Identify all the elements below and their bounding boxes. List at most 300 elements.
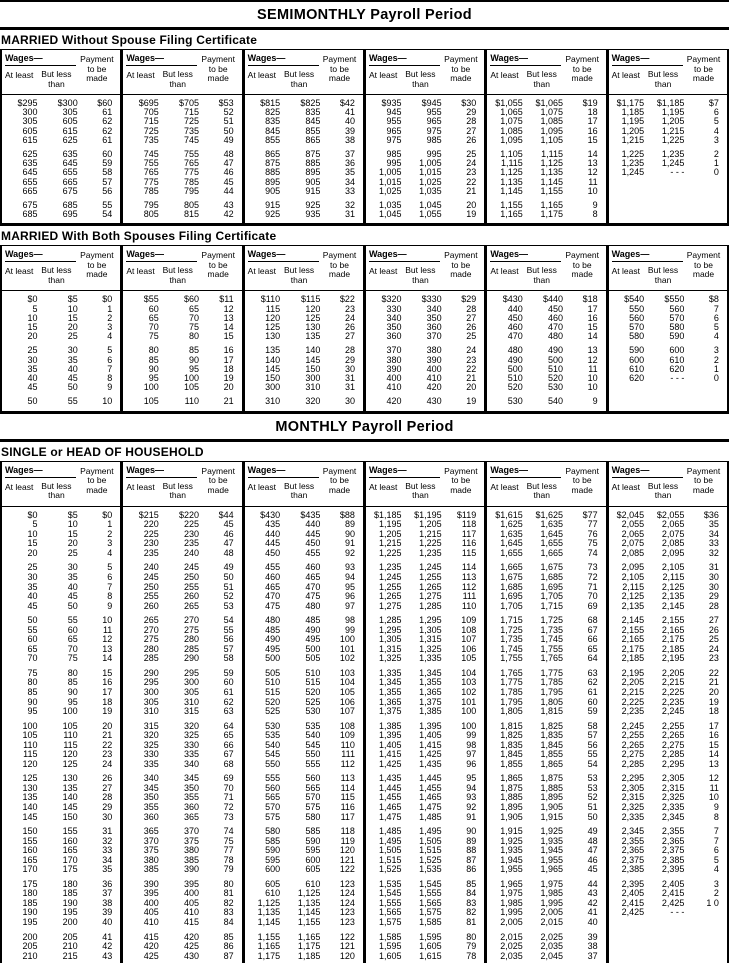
- but-less-than-value: $825: [300, 98, 321, 108]
- at-least-value: 150: [265, 373, 281, 384]
- payment-value: 116: [340, 801, 355, 812]
- but-less-than-value: 280: [184, 634, 200, 645]
- but-less-than-value: 30: [67, 345, 78, 356]
- but-less-than-value: 2,025: [540, 931, 564, 942]
- at-least-value: 2,115: [622, 581, 645, 592]
- row-group: [487, 201, 605, 219]
- but-less-than-value: 25: [67, 547, 78, 558]
- at-least-value: 1,015: [378, 176, 402, 187]
- table-row: [2, 187, 120, 196]
- payment-header-line: Payment: [201, 250, 235, 261]
- but-less-than-value: 685: [62, 200, 78, 211]
- at-least-value: 390: [143, 878, 159, 889]
- payment-value: 61: [223, 686, 234, 697]
- payment-value: 74: [587, 547, 598, 558]
- table-row: [123, 210, 241, 219]
- at-least-header: At least: [247, 481, 277, 492]
- row-group: [123, 722, 241, 770]
- at-least-value: 50: [27, 396, 38, 407]
- table-row: [123, 332, 241, 341]
- but-less-line: than: [290, 274, 308, 285]
- at-least-value: 200: [22, 931, 38, 942]
- but-less-than-value: 130: [305, 322, 321, 333]
- payment-value: 53: [223, 600, 234, 611]
- payment-value: 82: [466, 907, 477, 918]
- payment-value: 15: [223, 331, 234, 342]
- at-least-header: At least: [490, 266, 519, 277]
- payment-value: 60: [102, 149, 113, 160]
- at-least-value: 375: [143, 845, 159, 856]
- at-least-value: 625: [22, 149, 38, 160]
- wages-label: Wages—: [369, 249, 440, 262]
- payment-value: 20: [466, 382, 477, 393]
- payment-value: 54: [587, 758, 598, 769]
- but-less-than-value: 2,285: [661, 749, 685, 760]
- but-less-than-value: 2,365: [661, 835, 685, 846]
- but-less-than-value: 15: [67, 312, 78, 323]
- rows-area: [245, 95, 363, 223]
- wages-label: Wages—: [126, 249, 197, 262]
- payment-value: 60: [223, 677, 234, 688]
- at-least-value: 1,505: [378, 845, 402, 856]
- at-least-value: 1,025: [378, 185, 402, 196]
- table-row: [487, 865, 605, 875]
- but-less-than-value: 1,985: [540, 888, 564, 899]
- table-column: [487, 462, 608, 963]
- payment-value: 37: [344, 149, 355, 160]
- rows-area: [487, 507, 605, 963]
- at-least-value: $0: [27, 294, 38, 305]
- but-less-than-value: 455: [305, 547, 321, 558]
- row-group: [245, 669, 363, 717]
- payment-to-be-made-header: [438, 55, 483, 84]
- but-less-line: But less: [283, 69, 315, 79]
- table-row: [123, 654, 241, 664]
- payment-to-be-made-header: [74, 467, 119, 496]
- but-less-than-value: 985: [426, 134, 442, 145]
- but-less-than-value: 560: [669, 303, 685, 314]
- payment-value: 20: [708, 686, 719, 697]
- but-less-than-value: 45: [67, 373, 78, 384]
- but-less-than-value: 2,195: [661, 653, 685, 664]
- at-least-value: 125: [265, 322, 281, 333]
- at-least-value: 400: [386, 373, 402, 384]
- table-column: [487, 50, 608, 223]
- at-least-header: At least: [126, 70, 155, 80]
- but-less-than-value: 615: [62, 125, 78, 136]
- but-less-than-value: 35: [67, 354, 78, 365]
- at-least-value: 2,305: [621, 782, 645, 793]
- but-less-than-value: 1,615: [419, 950, 442, 961]
- at-least-value: 965: [386, 125, 402, 136]
- but-less-than-value: $300: [57, 98, 78, 108]
- payment-value: 124: [339, 897, 355, 908]
- payment-value: 66: [223, 739, 234, 750]
- payment-value: 4: [107, 547, 113, 558]
- payment-value: 15: [587, 322, 598, 333]
- at-least-value: 10: [27, 312, 38, 323]
- payment-value: 31: [344, 373, 355, 384]
- payment-value: 7: [713, 835, 719, 846]
- row-group: [123, 827, 241, 875]
- row-group: [366, 150, 484, 196]
- at-least-value: 245: [143, 571, 159, 582]
- at-least-value: 165: [22, 854, 38, 865]
- payment-value: 22: [466, 363, 477, 374]
- but-less-than-value: 120: [62, 749, 78, 760]
- but-less-than-value: 430: [184, 950, 200, 961]
- payment-value: 37: [102, 888, 113, 899]
- at-least-value: 190: [22, 907, 38, 918]
- at-least-value: 1,965: [500, 878, 523, 889]
- married-both-spouses-table: [0, 245, 729, 413]
- payment-value: 58: [223, 653, 234, 664]
- but-less-than-value: 350: [426, 312, 442, 323]
- but-less-than-value: 340: [426, 303, 442, 314]
- column-header: [609, 50, 727, 95]
- but-less-than-value: 605: [305, 864, 321, 875]
- at-least-value: 50: [27, 615, 38, 626]
- but-less-than-value: 390: [184, 864, 200, 875]
- table-row: [245, 383, 363, 392]
- at-least-value: 1,595: [378, 941, 402, 952]
- at-least-value: 500: [507, 363, 523, 374]
- wages-label: Wages—: [490, 465, 561, 478]
- at-least-value: 420: [143, 941, 159, 952]
- but-less-than-value: 935: [305, 209, 321, 220]
- at-least-value: 300: [22, 107, 38, 118]
- at-least-value: 550: [629, 303, 645, 314]
- payment-header-line: made: [86, 484, 108, 495]
- at-least-value: $55: [143, 294, 159, 305]
- but-less-line: than: [654, 78, 672, 89]
- payment-value: 25: [466, 149, 477, 160]
- payment-value: 12: [223, 303, 234, 314]
- but-less-than-value: 160: [62, 835, 78, 846]
- at-least-value: 285: [143, 653, 159, 664]
- but-less-than-value: 1,955: [540, 854, 564, 865]
- but-less-than-header: [39, 482, 74, 501]
- at-least-value: $815: [260, 98, 281, 108]
- but-less-than-value: 600: [669, 345, 685, 356]
- at-least-value: 1,165: [500, 209, 523, 220]
- at-least-value: $1,615: [495, 509, 523, 520]
- payment-value: 32: [102, 835, 113, 846]
- payment-value: 99: [344, 624, 355, 635]
- row-group: [487, 827, 605, 875]
- column-header: [609, 462, 727, 507]
- at-least-value: 1,535: [378, 878, 402, 889]
- but-less-than-value: 535: [305, 720, 321, 731]
- but-less-than-value: 195: [62, 907, 78, 918]
- but-less-than-value: 1,105: [540, 134, 564, 145]
- but-less-line: But less: [405, 265, 436, 276]
- but-less-than-value: 255: [184, 581, 200, 592]
- payment-value: 117: [340, 811, 355, 822]
- table-row: [2, 295, 120, 304]
- payment-value: 66: [587, 634, 598, 645]
- payment-value: 105: [461, 653, 477, 664]
- but-less-than-value: 1,055: [419, 209, 442, 220]
- but-less-than-header: [645, 482, 680, 501]
- payment-value: 98: [344, 615, 355, 626]
- payment-header-line: Payment: [444, 54, 478, 64]
- but-less-than-value: 1,305: [419, 624, 442, 635]
- at-least-value: 610: [265, 888, 281, 899]
- but-less-than-value: 265: [184, 600, 200, 611]
- table-row: [2, 511, 120, 521]
- but-less-than-header: [281, 482, 316, 501]
- at-least-value: 535: [265, 730, 281, 741]
- but-less-than-value: 80: [189, 331, 200, 342]
- but-less-than-value: 815: [184, 209, 200, 220]
- single-head-of-household-table: [0, 461, 729, 963]
- at-least-value: 30: [27, 354, 38, 365]
- payment-value: 24: [344, 312, 355, 323]
- row-group: [609, 774, 727, 822]
- table-row: [366, 383, 484, 392]
- rows-area: [123, 507, 241, 963]
- but-less-than-value: 40: [67, 363, 78, 374]
- at-least-value: 300: [143, 686, 159, 697]
- payment-value: 41: [344, 107, 355, 118]
- at-least-value: 1,335: [378, 667, 402, 678]
- but-less-than-value: 480: [305, 600, 321, 611]
- payment-value: 90: [466, 826, 477, 837]
- but-less-than-value: 845: [305, 116, 321, 127]
- payment-value: 15: [587, 134, 598, 145]
- wages-label: Wages—: [490, 53, 561, 66]
- wages-label: Wages—: [248, 53, 319, 66]
- at-least-value: 85: [27, 686, 38, 697]
- payment-value: 40: [102, 917, 113, 927]
- row-group: [366, 295, 484, 341]
- table-column: [609, 462, 727, 963]
- table-row: [2, 563, 120, 573]
- payment-header-line: to be: [694, 259, 713, 270]
- at-least-value: 785: [143, 185, 159, 196]
- payment-value: 115: [461, 547, 477, 558]
- but-less-than-value: 665: [62, 176, 78, 187]
- payment-value: 119: [340, 835, 355, 846]
- but-less-than-header: [160, 482, 195, 501]
- but-less-than-value: 575: [305, 801, 321, 812]
- but-less-than-value: 405: [184, 897, 200, 908]
- payment-value: 109: [461, 615, 477, 626]
- payment-value: 38: [344, 134, 355, 145]
- at-least-value: 15: [27, 322, 38, 333]
- payment-value: 97: [344, 600, 355, 611]
- but-less-than-value: 895: [305, 167, 321, 178]
- but-less-than-header: [524, 266, 559, 285]
- but-less-than-value: 245: [184, 562, 200, 573]
- payment-value: 79: [223, 864, 234, 875]
- table-row: [487, 602, 605, 612]
- payment-value: 100: [339, 634, 355, 645]
- but-less-than-value: 150: [305, 363, 321, 374]
- row-group: [366, 722, 484, 770]
- but-less-than-value: 1,785: [540, 677, 564, 688]
- payment-value: 13: [587, 158, 598, 169]
- but-less-than-value: 885: [305, 158, 321, 169]
- wages-label: Wages—: [612, 249, 683, 262]
- row-group: [245, 880, 363, 928]
- payment-value: 59: [102, 158, 113, 169]
- payment-value: $88: [339, 509, 355, 520]
- payment-value: 7: [107, 363, 113, 374]
- at-least-value: 2,025: [500, 941, 523, 952]
- row-group: [487, 346, 605, 392]
- payment-value: 9: [107, 382, 113, 393]
- but-less-than-value: 2,255: [661, 720, 685, 731]
- but-less-than-value: 1,655: [540, 538, 564, 549]
- payment-value: 93: [344, 562, 355, 573]
- but-less-than-value: 420: [426, 382, 442, 393]
- but-less-than-value: 180: [62, 878, 78, 889]
- payment-value: 3: [713, 345, 719, 356]
- payment-value: 48: [223, 547, 234, 558]
- at-least-value: 1,455: [378, 792, 402, 803]
- but-less-line: But less: [41, 265, 72, 276]
- table-row: [123, 187, 241, 196]
- but-less-than-value: 400: [184, 888, 200, 899]
- at-least-value: 1,465: [378, 801, 402, 812]
- but-less-than-value: 1,205: [419, 519, 442, 530]
- at-least-value: 400: [143, 897, 159, 908]
- row-group: [487, 99, 605, 145]
- rows-area: [2, 95, 120, 223]
- payment-header-line: Payment: [80, 250, 114, 261]
- but-less-than-value: 165: [62, 845, 78, 856]
- row-group: [366, 933, 484, 962]
- at-least-value: 1,205: [378, 528, 402, 539]
- payment-value: 8: [107, 591, 113, 602]
- table-row: [609, 346, 727, 355]
- payment-value: $0: [102, 294, 113, 305]
- at-least-value: 2,265: [621, 739, 645, 750]
- but-less-than-value: 585: [305, 826, 321, 837]
- table-row: [366, 760, 484, 770]
- but-less-than-value: 745: [184, 134, 200, 145]
- at-least-value: $540: [624, 294, 645, 305]
- at-least-value: 1,495: [378, 835, 402, 846]
- semimonthly-period-title: SEMIMONTHLY Payroll Period: [257, 7, 472, 23]
- payment-value: 23: [344, 303, 355, 314]
- but-less-than-value: 2,225: [661, 686, 685, 697]
- at-least-value: 605: [22, 125, 38, 136]
- at-least-value: 1,735: [500, 634, 523, 645]
- row-group: [245, 397, 363, 406]
- table-row: [609, 602, 727, 612]
- payment-value: 95: [344, 581, 355, 592]
- at-least-value: 390: [386, 363, 402, 374]
- payment-value: 75: [223, 835, 234, 846]
- but-less-than-value: 520: [547, 373, 564, 384]
- at-least-value: 100: [143, 382, 159, 393]
- but-less-than-value: 130: [62, 773, 78, 784]
- but-less-than-value: 360: [426, 322, 442, 333]
- at-least-header: At least: [247, 266, 277, 277]
- but-less-than-header: [403, 482, 438, 501]
- payment-value: 17: [223, 354, 234, 365]
- payment-value: 38: [587, 941, 598, 952]
- payment-to-be-made-header: [196, 467, 241, 496]
- but-less-than-value: 150: [62, 811, 78, 822]
- at-least-value: 2,155: [621, 624, 645, 635]
- at-least-header: At least: [126, 481, 155, 492]
- table-row: [245, 760, 363, 770]
- but-less-than-value: 105: [62, 720, 78, 731]
- but-less-than-header: [39, 70, 74, 89]
- but-less-line: than: [412, 274, 429, 285]
- payment-value: 122: [339, 864, 355, 875]
- row-group: [123, 150, 241, 196]
- table-row: [123, 865, 241, 875]
- at-least-value: 170: [22, 864, 38, 875]
- row-group: [487, 397, 605, 406]
- at-least-value: 495: [265, 643, 281, 654]
- payment-value: 18: [708, 706, 719, 717]
- payment-header-line: Payment: [322, 465, 357, 476]
- at-least-value: 140: [22, 801, 38, 812]
- at-least-value: 620: [629, 373, 645, 384]
- but-less-than-value: 225: [184, 519, 200, 530]
- payment-value: 124: [339, 888, 355, 899]
- section-single-head-of-household: [0, 442, 729, 963]
- but-less-than-value: 205: [62, 931, 78, 942]
- but-less-than-value: 1,045: [419, 200, 442, 211]
- but-less-than-value: 500: [547, 354, 564, 365]
- row-group: [245, 346, 363, 392]
- but-less-than-value: 55: [67, 615, 78, 626]
- rows-area: [609, 291, 727, 387]
- row-group: [123, 295, 241, 341]
- payment-value: 75: [587, 538, 598, 549]
- table-row: [609, 365, 727, 374]
- payment-value: 10: [587, 382, 598, 393]
- but-less-than-value: 725: [184, 116, 200, 127]
- but-less-than-value: 2,075: [661, 528, 685, 539]
- payment-value: 65: [223, 730, 234, 741]
- payment-header-line: made: [86, 73, 108, 83]
- but-less-than-value: 170: [62, 854, 78, 865]
- wages-label: Wages—: [369, 53, 440, 66]
- but-less-than-value: 1,845: [540, 739, 564, 750]
- table-row: [2, 602, 120, 612]
- rows-area: [366, 507, 484, 963]
- row-group: [2, 880, 120, 928]
- row-group: [609, 295, 727, 341]
- but-less-than-value: 75: [189, 322, 200, 333]
- payment-value: $53: [218, 98, 234, 108]
- payment-value: 77: [223, 845, 234, 856]
- payment-header-line: made: [86, 269, 108, 280]
- but-less-than-value: 365: [184, 811, 200, 822]
- but-less-than-value: 955: [426, 107, 442, 118]
- row-group: [123, 774, 241, 822]
- row-group: [487, 774, 605, 822]
- at-least-value: 1,395: [378, 730, 402, 741]
- payment-value: 73: [587, 562, 598, 573]
- payment-value: 121: [339, 854, 355, 865]
- at-least-value: 1,045: [378, 209, 402, 220]
- at-least-value: 510: [265, 677, 281, 688]
- at-least-value: 835: [265, 116, 281, 127]
- at-least-value: 20: [27, 331, 38, 342]
- at-least-value: 365: [143, 826, 159, 837]
- but-less-than-value: 35: [67, 571, 78, 582]
- but-less-than-value: $2,055: [656, 509, 685, 520]
